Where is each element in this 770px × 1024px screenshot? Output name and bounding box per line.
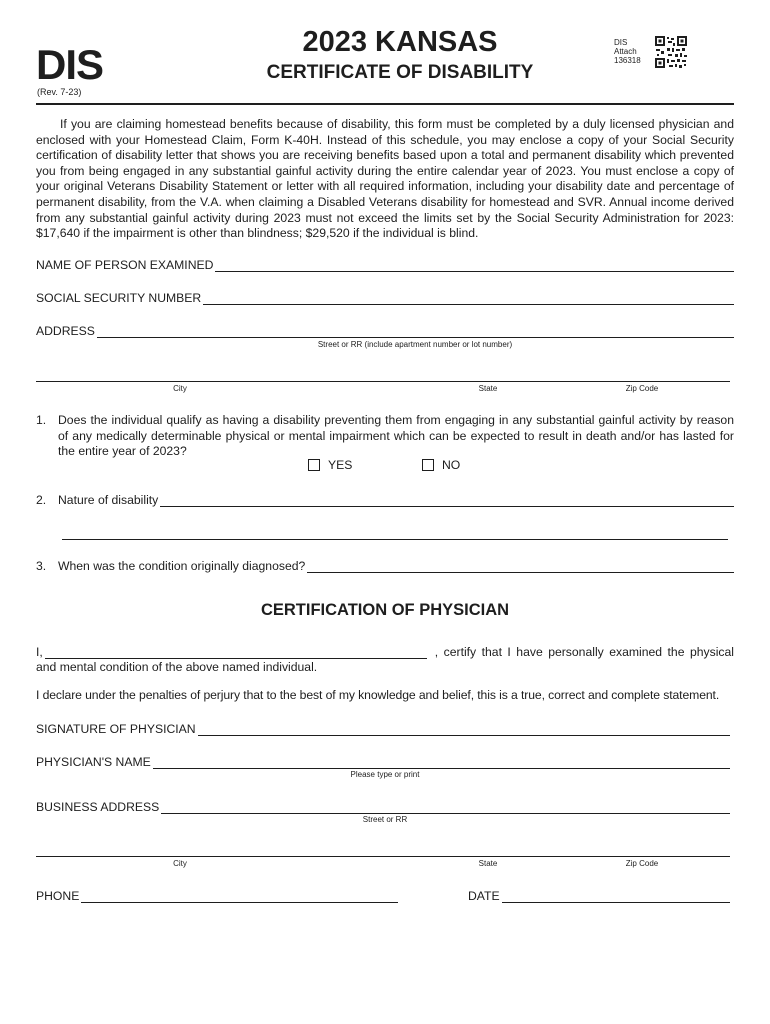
form-code: DIS [36,41,104,88]
form-title: CERTIFICATE OF DISABILITY [266,62,534,83]
physician-name-line[interactable] [153,757,730,769]
question-3-field[interactable] [36,559,734,573]
zip-hint: Zip Code [625,384,659,393]
signature-label: SIGNATURE OF PHYSICIAN [36,722,196,736]
business-state-hint: State [478,859,498,868]
certify-i-label: I, [36,645,43,659]
no-label: NO [442,458,461,472]
diagnosis-date-label: When was the condition originally diagnosed? [58,559,306,573]
ssn-label: SOCIAL SECURITY NUMBER [36,291,202,305]
phone-label: PHONE [36,889,80,903]
name-of-person-line[interactable] [215,260,734,272]
physician-name-label: PHYSICIAN'S NAME [36,755,151,769]
yes-checkbox[interactable] [308,458,352,472]
certify-name-line[interactable] [45,647,427,659]
state-hint: State [478,384,498,393]
qr-code-icon [655,36,687,68]
nature-of-disability-label: Nature of disability [58,493,159,507]
nature-of-disability-line[interactable] [160,495,734,507]
business-address-label: BUSINESS ADDRESS [36,800,160,814]
question-1-text: Does the individual qualify as having a disability preventing them from engaging in any substantial gainful activity by reason of any medically determinable physical or mental impairment which can be expected to result in death and/or has lasted for the entire year of 2023? [58,413,734,459]
perjury-declaration: I declare under the penalties of perjury that to the best of my knowledge and belief, this is a true, correct and complete statement. [36,688,720,702]
question-1 [36,413,734,460]
signature-field[interactable] [36,722,730,736]
street-hint: Street or RR [362,815,408,824]
address-hint: Street or RR (include apartment number or lot number) [317,340,513,349]
certify-text-continued: and mental condition of the above named individual. [36,660,318,674]
name-of-person-field[interactable] [36,258,734,272]
address-line[interactable] [97,326,734,338]
no-checkbox[interactable] [422,458,460,472]
business-city-state-zip-line[interactable] [36,845,730,857]
signature-line[interactable] [198,724,730,736]
diagnosis-date-line[interactable] [307,561,734,573]
city-hint: City [173,384,187,393]
ssn-field[interactable] [36,291,734,305]
attach-label: Attach [614,47,637,57]
attach-sequence: 136318 [614,56,641,66]
instructions-paragraph: If you are claiming homestead benefits because of disability, this form must be completed by a duly licensed physician and enclosed with your Homestead Claim, Form K-40H. Instead of this schedule, you may enclose a copy of your Social Security certification of disability letter that shows you are receiving benefits based upon a total and permanent disability which prevented you from being engaged in any substantial gainful activity during the entire calendar year of 2023. You must enclose a copy of your original Veterans Disability Statement or letter with all required information, including your disability date and percentage of permanent disability, from the V.A. when claiming a Disabled Veterans disability for homestead and SVR. Annual income derived from any substantial gainful activity during 2023 must not exceed the limits set by the Social Security Administration for 2023: $17,640 if the impairment is other than blindness; $29,520 if the individual is blind. [36,117,734,241]
no-checkbox-box[interactable] [422,459,434,471]
physician-name-field[interactable] [36,755,730,769]
yes-checkbox-box[interactable] [308,459,320,471]
ssn-line[interactable] [203,293,734,305]
business-address-field[interactable] [36,800,730,814]
date-line[interactable] [502,891,730,903]
name-of-person-label: NAME OF PERSON EXAMINED [36,258,214,272]
city-state-zip-line[interactable] [36,370,730,382]
certification-title: CERTIFICATION OF PHYSICIAN [260,601,510,619]
certify-text: , certify that I have personally examined the physical [434,645,734,659]
name-type-print-hint: Please type or print [350,770,420,779]
phone-line[interactable] [81,891,398,903]
yes-label: YES [328,458,353,472]
physician-certify-line[interactable] [36,645,734,659]
date-label: DATE [468,889,500,903]
attachment-code [614,38,641,66]
question-3-number: 3. [36,559,47,573]
business-city-hint: City [173,859,187,868]
address-field[interactable] [36,324,734,338]
business-zip-hint: Zip Code [625,859,659,868]
date-field[interactable] [468,889,730,903]
phone-field[interactable] [36,889,398,903]
header-divider [36,103,734,105]
attach-form-code: DIS [614,38,628,47]
nature-of-disability-line-2[interactable] [62,528,728,540]
business-address-line[interactable] [161,802,730,814]
question-2-number: 2. [36,493,47,507]
question-1-number: 1. [36,413,47,427]
form-year-title: 2023 KANSAS [302,26,498,58]
question-2-field[interactable] [36,493,734,507]
address-label: ADDRESS [36,324,95,338]
revision-date: (Rev. 7-23) [37,87,82,97]
